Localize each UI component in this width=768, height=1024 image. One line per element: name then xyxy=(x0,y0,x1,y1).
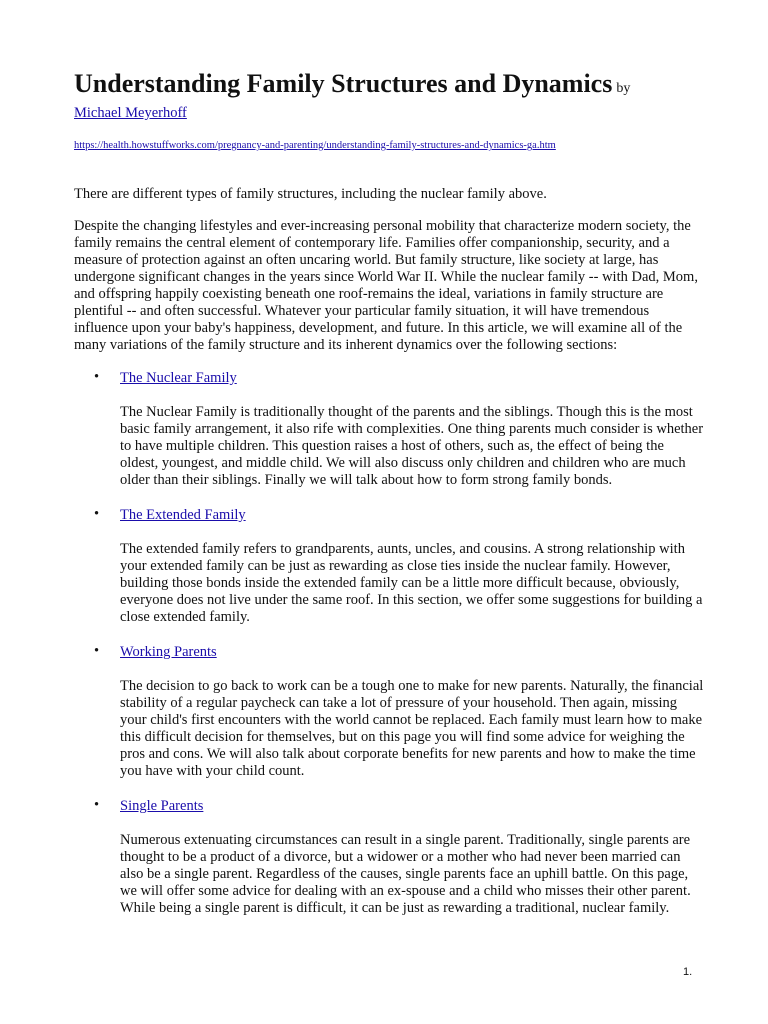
bullet-icon: • xyxy=(94,643,100,659)
page-title: Understanding Family Structures and Dynamics xyxy=(74,69,613,98)
bullet-icon: • xyxy=(94,506,100,522)
section-link-working-parents[interactable]: Working Parents xyxy=(120,644,217,660)
section-link-extended-family[interactable]: The Extended Family xyxy=(120,507,246,523)
source-url-link[interactable]: https://health.howstuffworks.com/pregnancy-and-parenting/understanding-family-structures-and-dynamics-ga.htm xyxy=(74,140,556,151)
by-label: by xyxy=(616,81,631,96)
section-list xyxy=(74,369,704,917)
bullet-icon: • xyxy=(94,369,100,385)
section-link-nuclear-family[interactable]: The Nuclear Family xyxy=(120,370,237,386)
intro-paragraph-2: Despite the changing lifestyles and ever-increasing personal mobility that characterize modern society, the family remains the central element of contemporary life. Families offer companionship, security, and a measure of protection against an often uncaring world. But family structure, like society at large, has undergone significant changes in the years since World War II. While the nuclear family -- with Dad, Mom, and offspring happily coexisting beneath one roof-remains the ideal, variations in family structure are plentiful -- and often successful. Whatever your particular family situation, it will have tremendous influence upon your baby's happiness, development, and future. In this article, we will examine all of the many variations of the family structure and its inherent dynamics over the following sections: xyxy=(74,218,698,353)
title-block xyxy=(74,66,704,104)
list-item xyxy=(74,369,704,489)
list-item xyxy=(74,797,704,917)
list-item xyxy=(74,643,704,780)
section-link-single-parents[interactable]: Single Parents xyxy=(120,798,204,814)
intro-paragraph-1: There are different types of family structures, including the nuclear family above. xyxy=(74,186,547,202)
section-description: The extended family refers to grandparents, aunts, uncles, and cousins. A strong relationship with your extended family can be just as rewarding as close ties inside the nuclear family. However, building those bonds inside the extended family can be a little more difficult because, obviously, everyone does not live under the same roof. In this section, we offer some suggestions for building a close extended family. xyxy=(120,541,703,625)
document-page xyxy=(74,66,704,917)
section-description: The decision to go back to work can be a tough one to make for new parents. Naturally, the financial stability of a regular paycheck can take a lot of pressure of your household. Then again, missing your child's first encounters with the world cannot be replaced. Each family must learn how to make this difficult decision for themselves, but on this page you will find some advice for weighing the pros and cons. We will also talk about corporate benefits for new parents and how to make the time you have with your child count. xyxy=(120,678,704,779)
list-item xyxy=(74,506,704,626)
bullet-icon: • xyxy=(94,797,100,813)
page-number: 1. xyxy=(683,966,693,978)
section-description: Numerous extenuating circumstances can result in a single parent. Traditionally, single parents are thought to be a product of a divorce, but a widower or a mother who had never been married can also be a single parent. Regardless of the causes, single parents face an uphill battle. On this page, we will offer some advice for dealing with an ex-spouse and a child who misses their other parent. While being a single parent is difficult, it can be just as rewarding a traditional, nuclear family. xyxy=(120,832,691,916)
section-description: The Nuclear Family is traditionally thought of the parents and the siblings. Though this is the most basic family arrangement, it also rife with complexities. One thing parents much consider is whether to have multiple children. This question raises a host of others, such as, the effect of being the oldest, youngest, and middle child. We will also discuss only children and children who are much older than their siblings. Finally we will talk about how to form strong family bonds. xyxy=(120,404,704,488)
author-link[interactable]: Michael Meyerhoff xyxy=(74,105,187,121)
